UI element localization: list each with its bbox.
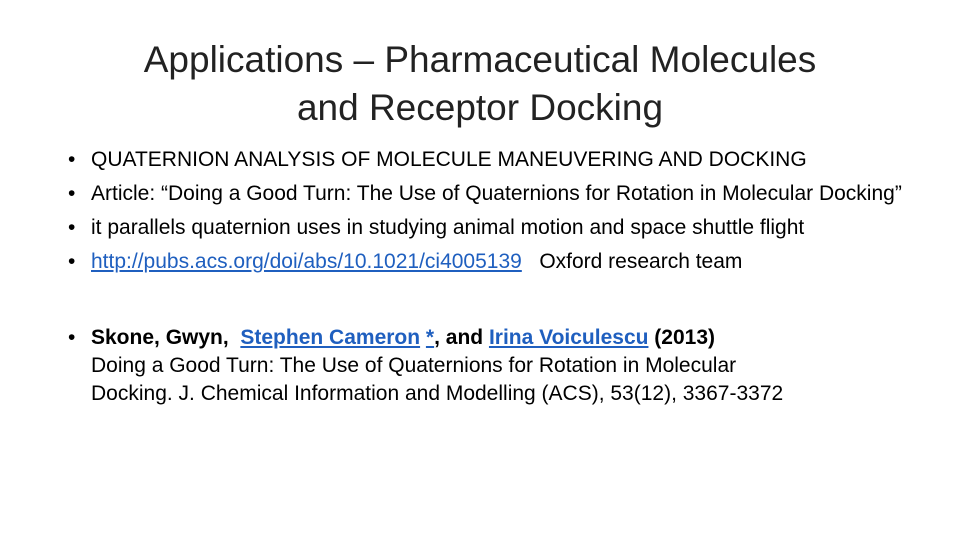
spacer [68, 282, 948, 324]
author-star-link[interactable]: * [425, 326, 435, 349]
bullet-marker: • [68, 148, 76, 171]
bullet-item-article [68, 180, 948, 208]
bullet-marker: • [68, 182, 76, 205]
citation-title-line: Doing a Good Turn: The Use of Quaternions for Rotation in Molecular [91, 354, 737, 377]
bullet-marker: • [68, 250, 76, 273]
bullet-item-parallels [68, 214, 948, 242]
citation-separator: , and [434, 326, 489, 349]
citation-authors-line [91, 324, 948, 352]
oxford-team-text: Oxford research team [521, 250, 743, 273]
bullet-item-citation [68, 324, 948, 408]
article-doi-link[interactable]: http://pubs.acs.org/doi/abs/10.1021/ci4005139 [91, 250, 522, 273]
bullet-marker: • [68, 216, 76, 239]
slide-title [60, 36, 900, 132]
bullet-marker: • [68, 326, 76, 349]
bullet-text [91, 248, 948, 276]
author-link-stephen-cameron[interactable]: Stephen Cameron [240, 326, 421, 349]
citation-text [91, 324, 948, 408]
author-link-irina-voiculescu[interactable]: Irina Voiculescu [488, 326, 649, 349]
bullet-text: it parallels quaternion uses in studying animal motion and space shuttle flight [91, 216, 805, 239]
citation-author-skone: Skone, Gwyn, [91, 326, 241, 349]
bullet-text: Article: “Doing a Good Turn: The Use of Quaternions for Rotation in Molecular Docking” [91, 182, 902, 205]
citation-year: (2013) [648, 326, 715, 349]
bullet-item-quaternion-analysis [68, 146, 948, 174]
citation-journal-line: Docking. J. Chemical Information and Modelling (ACS), 53(12), 3367-3372 [91, 382, 784, 405]
bullet-list [68, 146, 948, 414]
slide-title-line-2: and Receptor Docking [296, 87, 664, 128]
bullet-text: QUATERNION ANALYSIS OF MOLECULE MANEUVERING AND DOCKING [91, 148, 807, 171]
bullet-item-link [68, 248, 948, 276]
slide-title-line-1: Applications – Pharmaceutical Molecules [143, 39, 817, 80]
